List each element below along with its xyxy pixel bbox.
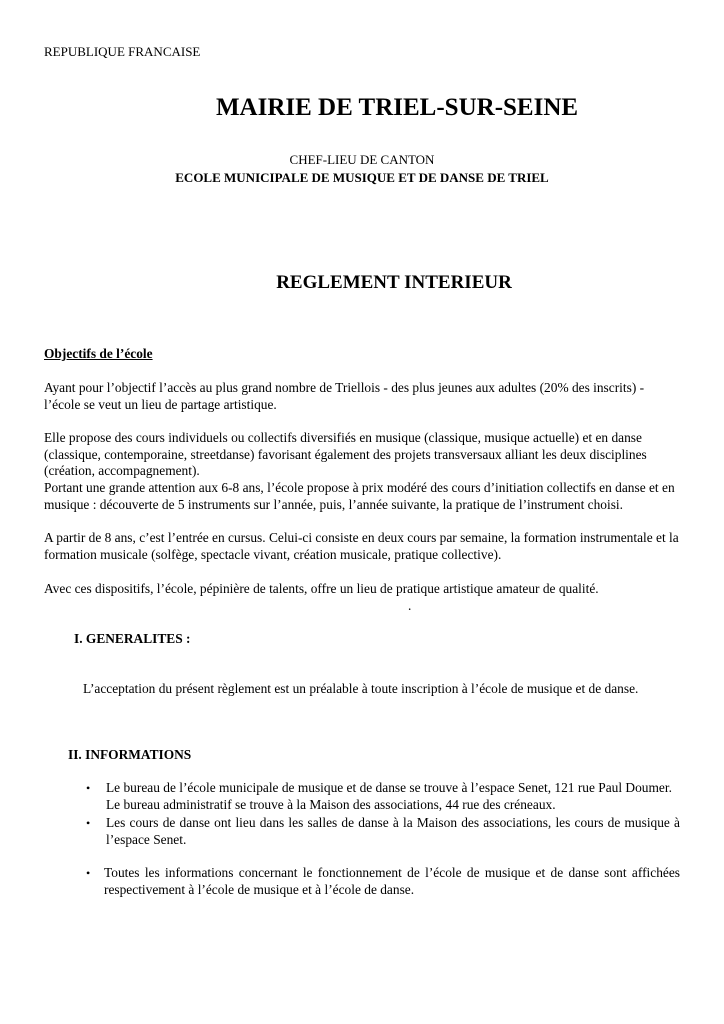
- informations-heading: II. INFORMATIONS: [68, 747, 192, 762]
- generalites-heading: I. GENERALITES :: [74, 631, 191, 646]
- bullet-icon: •: [86, 866, 91, 880]
- list-item-text: Les cours de danse ont lieu dans les salles de danse à la Maison des associations, les cours de musique à l’espace Senet.: [106, 815, 680, 847]
- stray-dot: .: [408, 598, 412, 613]
- school-name: ECOLE MUNICIPALE DE MUSIQUE ET DE DANSE DE TRIEL: [175, 170, 549, 185]
- objectifs-heading: Objectifs de l’école: [44, 346, 153, 361]
- list-item: [86, 865, 680, 898]
- bullet-icon: •: [86, 816, 91, 830]
- objectifs-paragraph-1: Ayant pour l’objectif l’accès au plus grand nombre de Triellois - des plus jeunes aux adultes (20% des inscrits) - l’école se veut un lieu de partage artistique.: [44, 380, 645, 412]
- objectifs-paragraph-3: Portant une grande attention aux 6-8 ans, l’école propose à prix modéré des cours d’initiation collectifs en danse et en musique : découverte de 5 instruments sur l’année, puis, l’année suivante, la pratique de l’instrument choisi.: [44, 480, 675, 512]
- list-item: [86, 780, 680, 813]
- list-item: [86, 815, 680, 848]
- list-item-text: Toutes les informations concernant le fonctionnement de l’école de musique et de danse sont affichées respectivement à l’école de musique et à l’école de danse.: [104, 865, 680, 897]
- objectifs-paragraph-4: A partir de 8 ans, c’est l’entrée en cursus. Celui-ci consiste en deux cours par semaine, la formation instrumentale et la formation musicale (solfège, spectacle vivant, création musicale, pratique collective).: [44, 530, 679, 562]
- page-title: REGLEMENT INTERIEUR: [276, 272, 512, 293]
- generalites-text: L’acceptation du présent règlement est un préalable à toute inscription à l’école de musique et de danse.: [83, 681, 639, 696]
- objectifs-paragraph-2: Elle propose des cours individuels ou collectifs diversifiés en musique (classique, musique actuelle) et en danse (classique, contemporaine, streetdanse) favorisant également des projets transversaux alliant les deux disciplines (création, accompagnement).: [44, 430, 647, 479]
- list-item-text: Le bureau de l’école municipale de musique et de danse se trouve à l’espace Senet, 121 rue Paul Doumer. Le bureau administratif se trouve à la Maison des associations, 44 rue des créneaux.: [106, 780, 672, 812]
- mairie-title: MAIRIE DE TRIEL-SUR-SEINE: [215, 94, 579, 121]
- canton-label: CHEF-LIEU DE CANTON: [289, 152, 435, 167]
- republic-label: REPUBLIQUE FRANCAISE: [44, 44, 201, 59]
- objectifs-paragraph-5: Avec ces dispositifs, l’école, pépinière de talents, offre un lieu de pratique artistique amateur de qualité.: [44, 581, 599, 596]
- bullet-icon: •: [86, 781, 91, 795]
